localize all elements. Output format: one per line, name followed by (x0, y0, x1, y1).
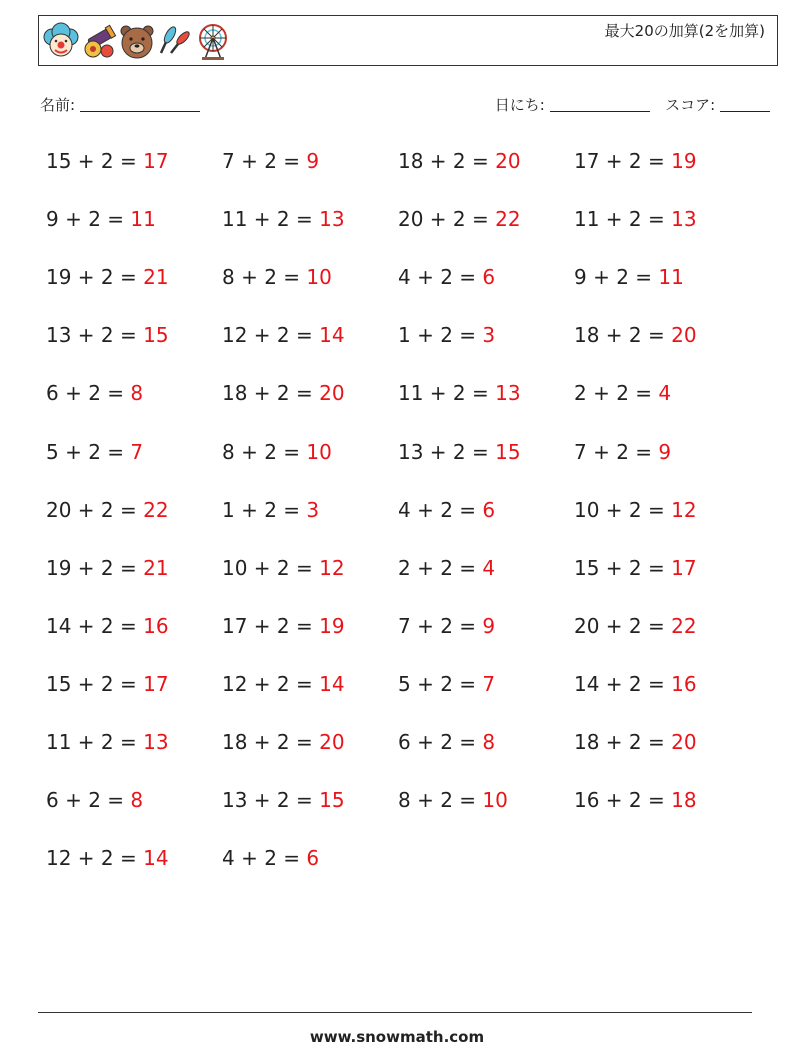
problem-answer: 13 (671, 207, 697, 232)
problem-item (398, 788, 574, 812)
problem-answer: 19 (319, 613, 345, 638)
problem-answer: 12 (671, 497, 697, 522)
problem-question: 13 + 2 = (398, 439, 496, 464)
problem-question: 19 + 2 = (46, 265, 144, 290)
problem-question: 15 + 2 = (46, 149, 144, 174)
problem-answer: 15 (319, 788, 345, 813)
problem-item (222, 207, 398, 231)
problem-item (574, 614, 750, 638)
problem-row (46, 539, 750, 597)
problem-question: 11 + 2 = (46, 729, 144, 754)
problem-question: 16 + 2 = (574, 788, 672, 813)
problem-answer: 4 (658, 381, 672, 406)
problem-answer: 3 (482, 323, 496, 348)
problem-question: 11 + 2 = (574, 207, 672, 232)
problem-item (574, 672, 750, 696)
problem-item (574, 323, 750, 347)
problem-question: 5 + 2 = (46, 439, 131, 464)
problem-answer: 9 (306, 149, 320, 174)
problem-item (222, 149, 398, 173)
problem-question: 7 + 2 = (222, 149, 307, 174)
problem-question: 8 + 2 = (222, 265, 307, 290)
problem-answer: 15 (143, 323, 169, 348)
problem-item (574, 207, 750, 231)
problem-answer: 8 (130, 381, 144, 406)
problem-question: 12 + 2 = (222, 671, 320, 696)
problem-item (46, 207, 222, 231)
problem-question: 13 + 2 = (222, 788, 320, 813)
problem-item (222, 730, 398, 754)
problem-answer: 3 (306, 497, 320, 522)
problem-answer: 11 (130, 207, 156, 232)
problem-answer: 9 (482, 613, 496, 638)
problem-question: 14 + 2 = (574, 671, 672, 696)
problem-answer: 22 (143, 497, 169, 522)
problem-answer: 12 (319, 555, 345, 580)
problem-answer: 6 (306, 846, 320, 871)
problem-question: 14 + 2 = (46, 613, 144, 638)
problem-question: 15 + 2 = (46, 671, 144, 696)
problem-item (398, 730, 574, 754)
problem-question: 9 + 2 = (46, 207, 131, 232)
problem-row (46, 481, 750, 539)
problem-question: 20 + 2 = (46, 497, 144, 522)
problem-answer: 14 (319, 323, 345, 348)
problem-item (222, 265, 398, 289)
problem-item (222, 846, 398, 870)
problem-item (574, 498, 750, 522)
problem-row (46, 306, 750, 364)
problem-question: 13 + 2 = (46, 323, 144, 348)
problem-question: 1 + 2 = (222, 497, 307, 522)
score-blank[interactable] (720, 97, 770, 112)
problem-question: 7 + 2 = (398, 613, 483, 638)
problem-row (46, 132, 750, 190)
problem-question: 18 + 2 = (222, 381, 320, 406)
problem-row (46, 190, 750, 248)
problem-answer: 15 (495, 439, 521, 464)
problem-question: 10 + 2 = (574, 497, 672, 522)
problem-item (46, 381, 222, 405)
worksheet-title: 最大20の加算(2を加算) (604, 22, 765, 40)
problem-question: 18 + 2 = (574, 729, 672, 754)
problem-question: 20 + 2 = (574, 613, 672, 638)
problem-row (46, 771, 750, 829)
problem-answer: 20 (319, 729, 345, 754)
problem-item (46, 614, 222, 638)
problem-answer: 14 (143, 846, 169, 871)
problem-answer: 19 (671, 149, 697, 174)
problem-answer: 9 (658, 439, 672, 464)
problem-answer: 21 (143, 555, 169, 580)
problem-item (398, 672, 574, 696)
problem-question: 2 + 2 = (574, 381, 659, 406)
problem-answer: 10 (306, 265, 332, 290)
problem-item (574, 788, 750, 812)
bear-face-icon (119, 21, 155, 61)
problem-item (222, 498, 398, 522)
problem-question: 19 + 2 = (46, 555, 144, 580)
problem-answer: 18 (671, 788, 697, 813)
problem-row (46, 364, 750, 422)
name-blank[interactable] (80, 97, 200, 112)
problem-answer: 20 (319, 381, 345, 406)
problem-row (46, 248, 750, 306)
problem-answer: 22 (495, 207, 521, 232)
score-label: スコア: (665, 96, 716, 114)
problem-question: 6 + 2 = (398, 729, 483, 754)
date-score-field (495, 94, 770, 115)
problem-question: 17 + 2 = (222, 613, 320, 638)
footer-divider (38, 1012, 752, 1013)
problem-item (574, 556, 750, 580)
problem-answer: 20 (671, 729, 697, 754)
problem-question: 4 + 2 = (222, 846, 307, 871)
name-field (40, 94, 200, 115)
problem-question: 17 + 2 = (574, 149, 672, 174)
problem-answer: 6 (482, 497, 496, 522)
problem-item (398, 498, 574, 522)
clown-face-icon (43, 21, 79, 61)
problem-item (574, 381, 750, 405)
problem-answer: 20 (671, 323, 697, 348)
problem-item (222, 788, 398, 812)
problem-answer: 20 (495, 149, 521, 174)
problem-answer: 17 (143, 149, 169, 174)
problem-question: 1 + 2 = (398, 323, 483, 348)
problem-answer: 13 (143, 729, 169, 754)
problem-grid (46, 132, 750, 887)
problem-item (398, 265, 574, 289)
problem-question: 20 + 2 = (398, 207, 496, 232)
problem-item (574, 149, 750, 173)
footer-url: www.snowmath.com (309, 1028, 485, 1046)
juggling-clubs-icon (157, 21, 193, 61)
problem-answer: 10 (306, 439, 332, 464)
problem-row (46, 655, 750, 713)
problem-question: 4 + 2 = (398, 497, 483, 522)
problem-answer: 17 (671, 555, 697, 580)
problem-question: 2 + 2 = (398, 555, 483, 580)
problem-answer: 8 (130, 788, 144, 813)
problem-question: 18 + 2 = (222, 729, 320, 754)
problem-question: 15 + 2 = (574, 555, 672, 580)
problem-answer: 7 (130, 439, 144, 464)
icon-strip (43, 21, 231, 63)
problem-item (46, 846, 222, 870)
problem-question: 11 + 2 = (222, 207, 320, 232)
problem-answer: 8 (482, 729, 496, 754)
problem-question: 9 + 2 = (574, 265, 659, 290)
problem-item (574, 265, 750, 289)
problem-item (222, 381, 398, 405)
problem-question: 6 + 2 = (46, 381, 131, 406)
problem-row (46, 713, 750, 771)
problem-item (222, 440, 398, 464)
problem-item (46, 498, 222, 522)
problem-item (222, 672, 398, 696)
problem-item (46, 672, 222, 696)
problem-question: 7 + 2 = (574, 439, 659, 464)
problem-item (46, 440, 222, 464)
problem-item (398, 323, 574, 347)
problem-answer: 13 (495, 381, 521, 406)
date-label: 日にち: (494, 96, 545, 114)
problem-answer: 10 (482, 788, 508, 813)
problem-item (46, 556, 222, 580)
problem-question: 10 + 2 = (222, 555, 320, 580)
problem-item (574, 730, 750, 754)
problem-item (222, 556, 398, 580)
problem-item (46, 323, 222, 347)
ferris-wheel-icon (195, 21, 231, 61)
problem-answer: 11 (658, 265, 684, 290)
problem-question: 18 + 2 = (398, 149, 496, 174)
problem-answer: 4 (482, 555, 496, 580)
problem-item (46, 730, 222, 754)
problem-item (398, 207, 574, 231)
problem-question: 11 + 2 = (398, 381, 496, 406)
problem-row (46, 597, 750, 655)
problem-answer: 17 (143, 671, 169, 696)
problem-answer: 16 (143, 613, 169, 638)
problem-answer: 7 (482, 671, 496, 696)
problem-item (398, 440, 574, 464)
problem-item (46, 149, 222, 173)
problem-question: 5 + 2 = (398, 671, 483, 696)
date-blank[interactable] (550, 97, 650, 112)
name-label: 名前: (40, 96, 76, 114)
problem-question: 8 + 2 = (222, 439, 307, 464)
worksheet-header (38, 15, 778, 66)
problem-answer: 6 (482, 265, 496, 290)
problem-row (46, 829, 750, 887)
problem-answer: 22 (671, 613, 697, 638)
problem-item (46, 265, 222, 289)
problem-question: 18 + 2 = (574, 323, 672, 348)
problem-question: 8 + 2 = (398, 788, 483, 813)
problem-answer: 14 (319, 671, 345, 696)
problem-item (398, 556, 574, 580)
problem-item (398, 149, 574, 173)
problem-item (398, 381, 574, 405)
problem-question: 12 + 2 = (222, 323, 320, 348)
problem-item (46, 788, 222, 812)
problem-question: 4 + 2 = (398, 265, 483, 290)
problem-answer: 21 (143, 265, 169, 290)
problem-item (222, 323, 398, 347)
problem-item (574, 440, 750, 464)
problem-answer: 16 (671, 671, 697, 696)
problem-item (398, 614, 574, 638)
problem-row (46, 422, 750, 480)
problem-answer: 13 (319, 207, 345, 232)
circus-cannon-icon (81, 21, 117, 61)
problem-question: 12 + 2 = (46, 846, 144, 871)
problem-question: 6 + 2 = (46, 788, 131, 813)
problem-item (222, 614, 398, 638)
